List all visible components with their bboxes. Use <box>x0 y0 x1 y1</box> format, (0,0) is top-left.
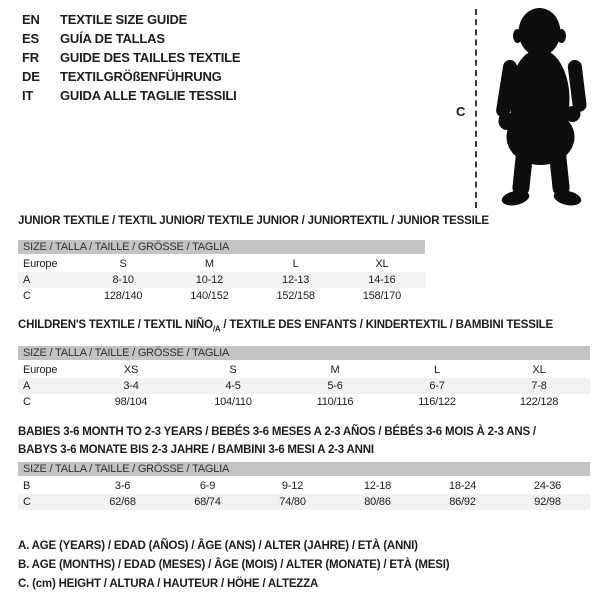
size-cell: XL <box>532 364 546 376</box>
table-header-bar: SIZE / TALLA / TAILLE / GRÖSSE / TAGLIA <box>18 240 425 254</box>
footnote-age-months: B. AGE (MONTHS) / EDAD (MESES) / ÂGE (MOIS) / ALTER (MONATE) / ETÀ (MESI) <box>18 559 450 571</box>
table-row-europe <box>18 362 590 378</box>
table-row-height <box>18 494 590 510</box>
baby-silhouette-icon <box>486 4 599 210</box>
table-row-europe <box>18 256 425 272</box>
table-row-age <box>18 272 425 288</box>
height-cell: 158/170 <box>362 290 402 302</box>
size-cell: XS <box>123 364 139 376</box>
table-row-age <box>18 378 590 394</box>
row-label: Europe <box>23 364 58 376</box>
height-cell: 116/122 <box>418 396 456 408</box>
language-code: IT <box>22 88 34 103</box>
section-title-babies-line2: BABYS 3-6 MONATE BIS 2-3 JAHRE / BAMBINI 3-6 MESI A 2-3 ANNI <box>18 444 374 456</box>
age-cell: 3-6 <box>114 480 131 492</box>
language-code: EN <box>22 12 40 27</box>
language-row <box>22 48 240 67</box>
height-cell: 140/152 <box>190 290 229 302</box>
height-cell: 128/140 <box>103 290 143 302</box>
row-label: B <box>23 480 31 492</box>
table-row-height <box>18 288 425 304</box>
height-cell: 92/98 <box>534 496 561 508</box>
legend-footnotes <box>18 537 449 594</box>
row-label: A <box>23 274 31 286</box>
age-cell: 6-7 <box>429 380 445 392</box>
age-cell: 4-5 <box>225 380 241 392</box>
footnote-height: C. (cm) HEIGHT / ALTURA / HAUTEUR / HÖHE / ALTEZZA <box>18 578 319 590</box>
row-label: C <box>23 396 31 408</box>
age-cell: 8-10 <box>112 274 134 286</box>
section-title-babies-line1: BABIES 3-6 MONTH TO 2-3 YEARS / BEBÉS 3-6 MESES A 2-3 AÑOS / BÉBÉS 3-6 MOIS À 2-3 ANS / <box>18 426 536 438</box>
height-cell: 98/104 <box>114 396 148 408</box>
junior-size-table <box>18 240 425 304</box>
height-cell: 122/128 <box>519 396 559 408</box>
age-cell: 24-36 <box>533 480 562 492</box>
table-row-age-months <box>18 478 590 494</box>
language-code: ES <box>22 31 39 46</box>
size-cell: M <box>204 258 214 270</box>
age-cell: 3-4 <box>123 380 139 392</box>
size-cell: L <box>434 364 440 376</box>
footnote-age-years: A. AGE (YEARS) / EDAD (AÑOS) / ÂGE (ANS) / ALTER (JAHRE) / ETÀ (ANNI) <box>18 540 418 552</box>
height-cell: 68/74 <box>194 496 221 508</box>
section-title-children-sub: /A <box>212 324 221 334</box>
age-cell: 7-8 <box>531 380 547 392</box>
height-cell: 80/86 <box>364 496 391 508</box>
height-cell: 62/68 <box>109 496 136 508</box>
size-cell: S <box>229 364 237 376</box>
row-label: C <box>23 496 31 508</box>
size-cell: S <box>119 258 127 270</box>
language-row <box>22 67 240 86</box>
language-title: GUIDA ALLE TAGLIE TESSILI <box>60 88 237 103</box>
age-cell: 6-9 <box>199 480 216 492</box>
size-cell: XL <box>375 258 389 270</box>
section-title-children-post: / TEXTILE DES ENFANTS / KINDERTEXTIL / BAMBINI TESSILE <box>220 319 553 331</box>
size-cell: L <box>292 258 299 270</box>
language-row <box>22 86 240 105</box>
babies-size-table <box>18 462 590 510</box>
table-header-bar: SIZE / TALLA / TAILLE / GRÖSSE / TAGLIA <box>18 462 590 476</box>
language-code: DE <box>22 69 40 84</box>
language-title: GUIDE DES TAILLES TEXTILE <box>60 50 241 65</box>
height-cell: 74/80 <box>279 496 306 508</box>
age-cell: 18-24 <box>448 480 477 492</box>
size-cell: M <box>330 364 340 376</box>
height-cell: 86/92 <box>449 496 476 508</box>
language-title: GUÍA DE TALLAS <box>60 31 165 46</box>
language-code: FR <box>22 50 39 65</box>
section-title-babies <box>18 423 536 459</box>
age-cell: 12-18 <box>363 480 392 492</box>
age-cell: 5-6 <box>327 380 343 392</box>
height-cell: 110/116 <box>316 396 354 408</box>
table-row-height <box>18 394 590 410</box>
language-title-list <box>22 10 240 105</box>
row-label: C <box>23 290 31 302</box>
height-cell: 104/110 <box>214 396 252 408</box>
section-title-junior: JUNIOR TEXTILE / TEXTIL JUNIOR/ TEXTILE JUNIOR / JUNIORTEXTIL / JUNIOR TESSILE <box>18 215 489 227</box>
table-header-bar: SIZE / TALLA / TAILLE / GRÖSSE / TAGLIA <box>18 346 590 360</box>
age-cell: 9-12 <box>281 480 304 492</box>
language-title: TEXTILGRÖßENFÜHRUNG <box>60 69 222 84</box>
section-title-children-pre: CHILDREN'S TEXTILE / TEXTIL NIÑO <box>18 319 213 331</box>
language-row <box>22 29 240 48</box>
language-title: TEXTILE SIZE GUIDE <box>60 12 188 27</box>
age-cell: 14-16 <box>368 274 396 286</box>
age-cell: 10-12 <box>195 274 223 286</box>
section-title-children <box>18 319 553 333</box>
height-measure-label: C <box>456 104 466 119</box>
age-cell: 12-13 <box>282 274 310 286</box>
height-cell: 152/158 <box>276 290 315 302</box>
row-label: A <box>23 380 31 392</box>
row-label: Europe <box>23 258 58 270</box>
language-row <box>22 10 240 29</box>
children-size-table <box>18 346 590 410</box>
height-measure-line <box>475 9 477 208</box>
